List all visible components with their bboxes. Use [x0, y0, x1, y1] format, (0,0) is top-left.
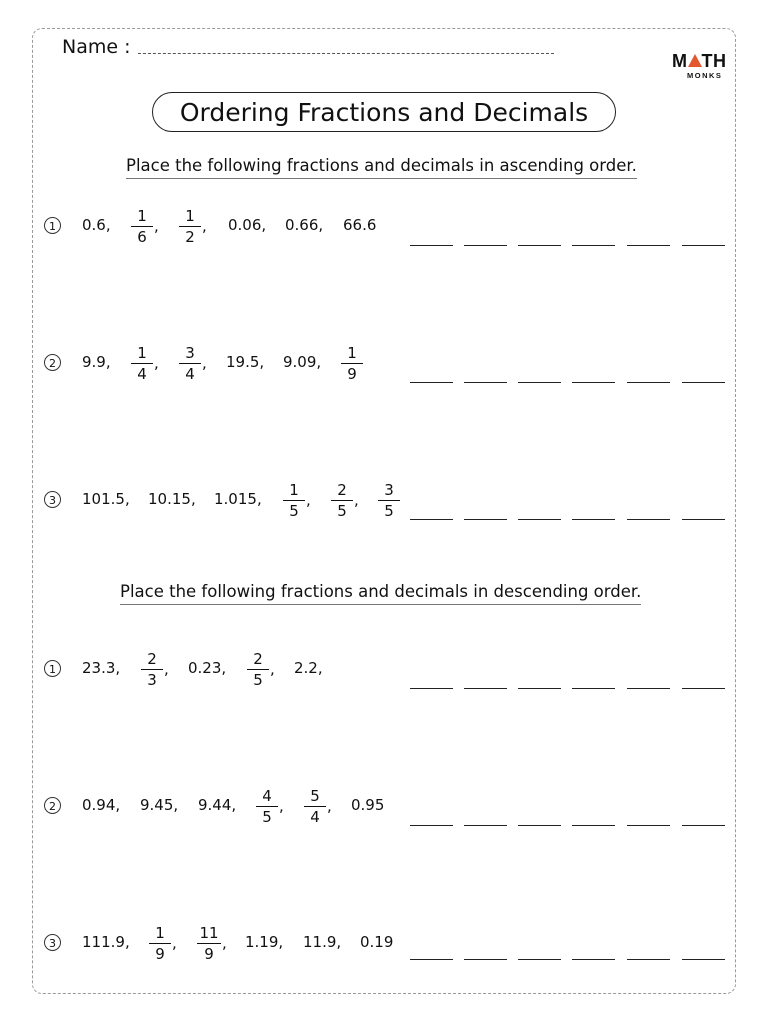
answer-blank[interactable]	[410, 959, 453, 960]
answer-blank[interactable]	[627, 519, 670, 520]
answer-blank[interactable]	[518, 382, 561, 383]
fraction-denominator: 4	[185, 365, 195, 383]
answer-blank[interactable]	[464, 245, 507, 246]
fraction	[149, 924, 171, 963]
value: 1.015,	[214, 490, 262, 508]
fraction-numerator: 1	[137, 207, 147, 225]
comma: ,	[172, 934, 177, 952]
fraction	[179, 344, 201, 383]
value: 9.44,	[198, 796, 237, 814]
value: 0.94,	[82, 796, 121, 814]
value: 9.9,	[82, 353, 111, 371]
fraction	[378, 481, 400, 520]
fraction-denominator: 9	[347, 365, 357, 383]
descending-instruction	[120, 582, 641, 605]
value: 0.6,	[82, 216, 111, 234]
fraction-numerator: 1	[137, 344, 147, 362]
answer-blank[interactable]	[518, 825, 561, 826]
answer-blank[interactable]	[572, 382, 615, 383]
fraction-denominator: 4	[310, 808, 320, 826]
answer-blank[interactable]	[464, 825, 507, 826]
value: 9.09,	[283, 353, 322, 371]
answer-blank[interactable]	[410, 825, 453, 826]
fraction-bar	[378, 500, 400, 501]
logo-letters-th: TH	[701, 51, 727, 71]
problem-number: 1	[44, 217, 61, 234]
fraction-denominator: 3	[147, 671, 157, 689]
value: 0.06,	[228, 216, 267, 234]
fraction-bar	[179, 363, 201, 364]
ascending-instruction	[126, 156, 637, 179]
ascending-instruction-text: Place the following fractions and decimals in ascending order.	[126, 156, 637, 179]
fraction	[197, 924, 221, 963]
fraction-bar	[341, 363, 363, 364]
fraction-numerator: 1	[347, 344, 357, 362]
value: 111.9,	[82, 933, 130, 951]
descending-problem-1	[0, 650, 768, 725]
descending-problem-2	[0, 787, 768, 862]
answer-blank[interactable]	[518, 959, 561, 960]
fraction-bar	[131, 226, 153, 227]
value: 10.15,	[148, 490, 196, 508]
comma: ,	[306, 491, 311, 509]
fraction-numerator: 2	[253, 650, 263, 668]
logo-letter-m: M	[672, 51, 688, 71]
answer-blank[interactable]	[410, 382, 453, 383]
descending-problem-3	[0, 924, 768, 999]
answer-blank[interactable]	[682, 825, 725, 826]
worksheet-title	[152, 92, 616, 132]
answer-blank[interactable]	[627, 959, 670, 960]
answer-blank[interactable]	[464, 382, 507, 383]
fraction-numerator: 2	[337, 481, 347, 499]
answer-blank[interactable]	[627, 245, 670, 246]
problem-number: 3	[44, 491, 61, 508]
fraction-numerator: 5	[310, 787, 320, 805]
math-monks-logo	[672, 52, 728, 80]
fraction-bar	[247, 669, 269, 670]
answer-blank[interactable]	[410, 245, 453, 246]
ascending-problem-2	[0, 344, 768, 419]
answer-blank[interactable]	[627, 688, 670, 689]
fraction-numerator: 2	[147, 650, 157, 668]
value: 66.6	[343, 216, 377, 234]
fraction	[341, 344, 363, 383]
fraction-denominator: 9	[204, 945, 214, 963]
fraction-numerator: 1	[155, 924, 165, 942]
comma: ,	[202, 354, 207, 372]
answer-blank[interactable]	[518, 519, 561, 520]
fraction-bar	[149, 943, 171, 944]
answer-blank[interactable]	[682, 519, 725, 520]
problem-number: 1	[44, 660, 61, 677]
fraction-bar	[283, 500, 305, 501]
answer-blank[interactable]	[572, 825, 615, 826]
comma: ,	[154, 217, 159, 235]
fraction	[131, 207, 153, 246]
fraction-denominator: 6	[137, 228, 147, 246]
value: 1.19,	[245, 933, 284, 951]
answer-blank[interactable]	[518, 245, 561, 246]
problem-number: 2	[44, 797, 61, 814]
fraction-denominator: 5	[262, 808, 272, 826]
answer-blank[interactable]	[410, 519, 453, 520]
answer-blank[interactable]	[464, 688, 507, 689]
answer-blank[interactable]	[572, 688, 615, 689]
problem-number: 2	[44, 354, 61, 371]
fraction-denominator: 4	[137, 365, 147, 383]
fraction	[179, 207, 201, 246]
fraction-denominator: 5	[253, 671, 263, 689]
answer-blank[interactable]	[518, 688, 561, 689]
fraction	[141, 650, 163, 689]
fraction-numerator: 4	[262, 787, 272, 805]
fraction-numerator: 1	[289, 481, 299, 499]
answer-blank[interactable]	[572, 245, 615, 246]
answer-blank[interactable]	[572, 959, 615, 960]
fraction	[256, 787, 278, 826]
value: 23.3,	[82, 659, 121, 677]
value: 19.5,	[226, 353, 265, 371]
logo-subtitle: MONKS	[687, 71, 723, 80]
comma: ,	[279, 797, 284, 815]
fraction-numerator: 3	[185, 344, 195, 362]
fraction-denominator: 5	[384, 502, 394, 520]
fraction-numerator: 1	[185, 207, 195, 225]
logo-triangle-icon	[688, 54, 702, 67]
value: 2.2,	[294, 659, 323, 677]
fraction-bar	[141, 669, 163, 670]
fraction-numerator: 11	[199, 924, 219, 942]
value: 11.9,	[303, 933, 342, 951]
comma: ,	[327, 797, 332, 815]
fraction	[331, 481, 353, 520]
comma: ,	[164, 660, 169, 678]
value: 0.23,	[188, 659, 227, 677]
descending-instruction-text: Place the following fractions and decimals in descending order.	[120, 582, 641, 605]
fraction-bar	[197, 943, 221, 944]
ascending-problem-3	[0, 481, 768, 556]
ascending-problem-1	[0, 207, 768, 282]
answer-blank[interactable]	[464, 519, 507, 520]
fraction	[304, 787, 326, 826]
comma: ,	[354, 491, 359, 509]
fraction-denominator: 2	[185, 228, 195, 246]
comma: ,	[270, 660, 275, 678]
answer-blank[interactable]	[682, 382, 725, 383]
fraction-bar	[179, 226, 201, 227]
fraction-bar	[331, 500, 353, 501]
answer-blank[interactable]	[682, 959, 725, 960]
comma: ,	[202, 217, 207, 235]
fraction-bar	[304, 806, 326, 807]
name-input-line[interactable]	[138, 53, 554, 54]
fraction-bar	[256, 806, 278, 807]
answer-blank[interactable]	[627, 825, 670, 826]
problem-number: 3	[44, 934, 61, 951]
fraction	[131, 344, 153, 383]
fraction-bar	[131, 363, 153, 364]
answer-blank[interactable]	[410, 688, 453, 689]
comma: ,	[222, 934, 227, 952]
fraction-denominator: 5	[289, 502, 299, 520]
fraction-denominator: 9	[155, 945, 165, 963]
value: 0.95	[351, 796, 385, 814]
name-label: Name :	[62, 36, 131, 58]
answer-blank[interactable]	[464, 959, 507, 960]
fraction	[247, 650, 269, 689]
fraction-denominator: 5	[337, 502, 347, 520]
answer-blank[interactable]	[572, 519, 615, 520]
comma: ,	[154, 354, 159, 372]
answer-blank[interactable]	[682, 245, 725, 246]
fraction	[283, 481, 305, 520]
value: 101.5,	[82, 490, 130, 508]
answer-blank[interactable]	[627, 382, 670, 383]
value: 0.19	[360, 933, 394, 951]
fraction-numerator: 3	[384, 481, 394, 499]
answer-blank[interactable]	[682, 688, 725, 689]
value: 0.66,	[285, 216, 324, 234]
value: 9.45,	[140, 796, 179, 814]
title-text: Ordering Fractions and Decimals	[179, 97, 589, 127]
